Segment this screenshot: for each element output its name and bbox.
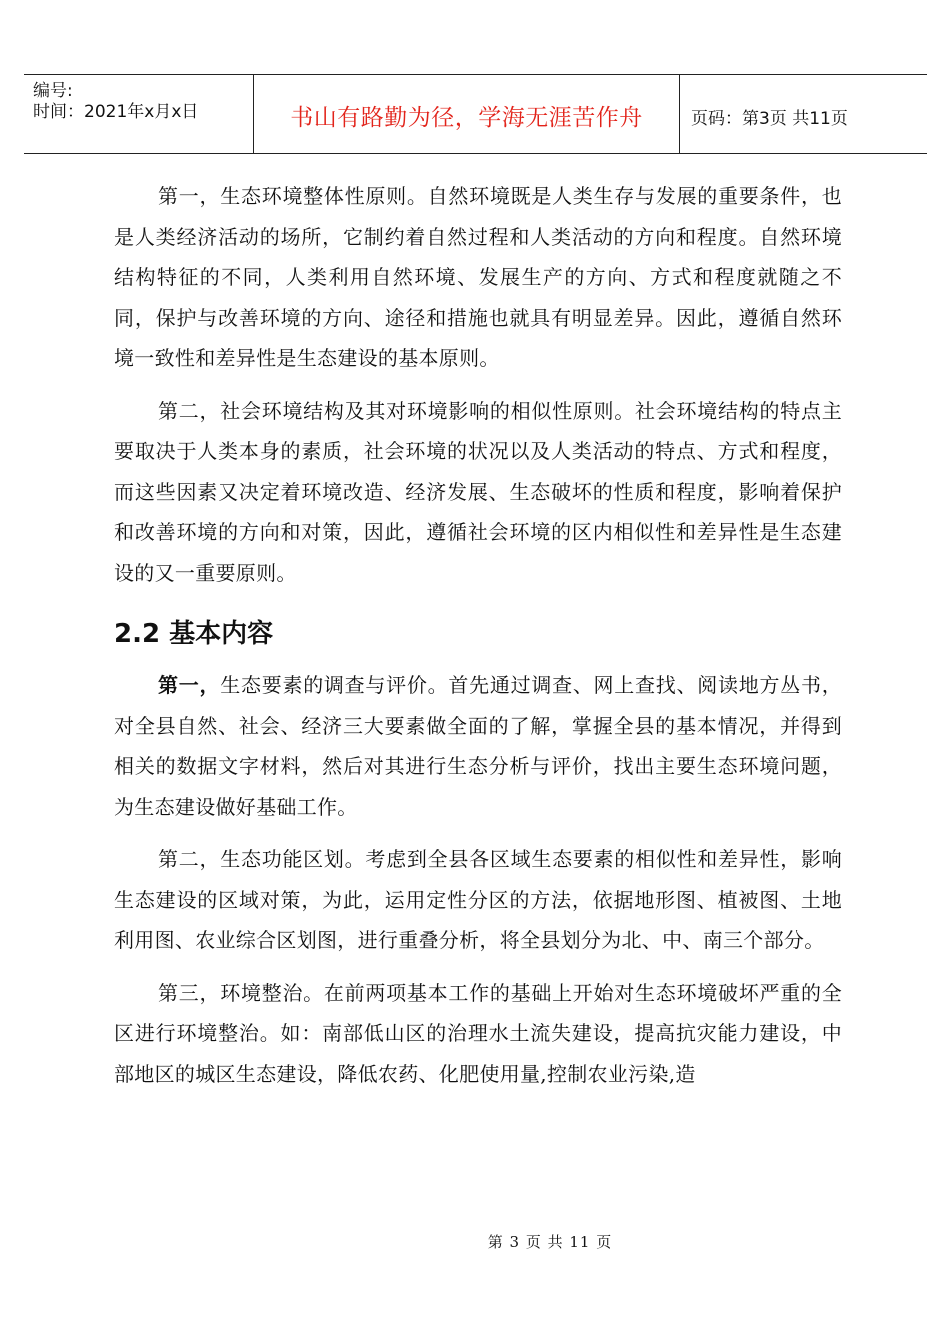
paragraph-lead: 第一， bbox=[158, 673, 221, 697]
document-number-label: 编号: bbox=[33, 81, 73, 101]
document-time-label: 时间：2021年x月x日 bbox=[33, 102, 199, 122]
page-footer: 第 3 页 共 11 页 bbox=[487, 1233, 613, 1251]
section-heading: 2.2 基本内容 bbox=[114, 619, 274, 649]
paragraph-principle-1: 第一，生态环境整体性原则。自然环境既是人类生存与发展的重要条件，也是人类经济活动的场所，它制约着自然过程和人类活动的方向和程度。自然环境结构特征的不同，人类利用自然环境、发展生产的方向、方式和程度就随之不同，保护与改善环境的方向、途径和措施也就具有明显差异。因此，遵循自然环境一致性和差异性是生态建设的基本原则。 bbox=[114, 184, 842, 370]
paragraph-text: 生态要素的调查与评价。首先通过调查、网上查找、阅读地方丛书，对全县自然、社会、经济三大要素做全面的了解，掌握全县的基本情况，并得到相关的数据文字材料，然后对其进行生态分析与评价，找出主要生态环境问题，为生态建设做好基础工作。 bbox=[114, 673, 843, 819]
paragraph-content-2: 第二，生态功能区划。考虑到全县各区域生态要素的相似性和差异性，影响生态建设的区域对策，为此，运用定性分区的方法，依据地形图、植被图、土地利用图、农业综合区划图，进行重叠分析，将全县划分为北、中、南三个部分。 bbox=[114, 847, 842, 952]
header-meta-cell bbox=[24, 75, 254, 153]
header-page-info: 页码：第3页 共11页 bbox=[691, 108, 848, 129]
paragraph-principle-2: 第二，社会环境结构及其对环境影响的相似性原则。社会环境结构的特点主要取决于人类本身的素质，社会环境的状况以及人类活动的特点、方式和程度，而这些因素又决定着环境改造、经济发展、生态破坏的性质和程度，影响着保护和改善环境的方向和对策，因此，遵循社会环境的区内相似性和差异性是生态建设的又一重要原则。 bbox=[114, 398, 842, 585]
paragraph-content-1 bbox=[114, 665, 842, 827]
paragraph-content-3: 第三，环境整治。在前两项基本工作的基础上开始对生态环境破坏严重的全区进行环境整治。如：南部低山区的治理水土流失建设，提高抗灾能力建设，中部地区的城区生态建设，降低农药、化肥使用量,控制农业污染,造 bbox=[114, 980, 842, 1086]
header-motto: 书山有路勤为径，学海无涯苦作舟 bbox=[254, 75, 680, 153]
document-header bbox=[24, 74, 927, 154]
document-body bbox=[114, 176, 842, 1094]
